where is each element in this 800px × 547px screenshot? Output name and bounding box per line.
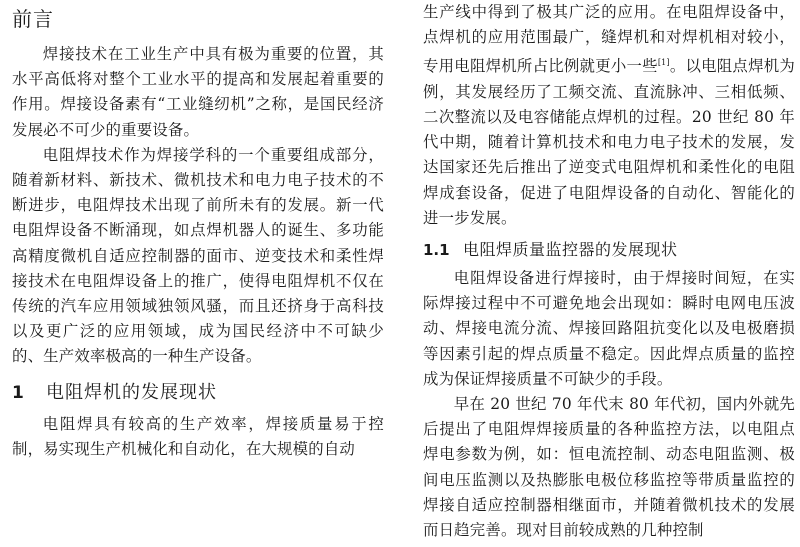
- preface-paragraph-2: 电阻焊技术作为焊接学科的一个重要组成部分，随着新材料、新技术、微机技术和电力电子技术的不断进步，电阻焊技术出现了前所未有的发展。新一代电阻焊设备不断涌现，如点焊机器人的诞生、多功能高精度微机自适应控制器的面市、逆变技术和柔性焊接技术在电阻焊设备上的推广，使得电阻焊机不仅在传统的汽车应用领域独领风骚，而且还挤身于高科技以及更广泛的应用领域，成为国民经济中不可缺少的、生产效率极高的一种生产设备。: [12, 145, 384, 366]
- section-number: 1: [12, 382, 24, 403]
- subsection-1-1-heading: [423, 237, 795, 260]
- section-1-heading: [12, 378, 384, 404]
- section-1-paragraph-1: 电阻焊具有较高的生产效率，焊接质量易于控制，易实现生产机械化和自动化，在大规模的自动: [12, 414, 384, 458]
- subsection-paragraph-1: 电阻焊设备进行焊接时，由于焊接时间短，在实际焊接过程中不可避免地会出现如：瞬时电网电压波动、焊接电流分流、焊接回路阻抗变化以及电极磨损等因素引起的焊点质量不稳定。因此焊点质量的监控成为保证焊接质量不可缺少的手段。: [423, 268, 795, 388]
- continued-text-part-1: 生产线中得到了极其广泛的应用。在电阻焊设备中，点焊机的应用范围最广，缝焊机和对焊机相对较小，专用电阻焊机所占比例就更小一些: [423, 3, 795, 76]
- continued-text-part-2: 。以电阻点焊机为例，其发展经历了工频交流、直流脉冲、三相低频、二次整流以及电容储能点焊机的过程。20 世纪 80 年代中期，随着计算机技术和电力电子技术的发展，发达国家还先后推出了逆变式电阻焊机和柔性化的电阻焊成套设备，促进了电阻焊设备的自动化、智能化的进一步发展。: [423, 57, 795, 227]
- left-column: [12, 0, 384, 462]
- citation-ref: [1]: [657, 58, 670, 68]
- subsection-number: 1.1: [423, 240, 450, 259]
- section-title: 电阻焊机的发展现状: [46, 381, 217, 403]
- subsection-title: 电阻焊质量监控器的发展现状: [463, 239, 678, 259]
- right-column: [423, 0, 795, 543]
- preface-heading: 前言: [12, 7, 54, 31]
- continued-paragraph: [423, 0, 795, 231]
- subsection-paragraph-2: 早在 20 世纪 70 年代末 80 年代初，国内外就先后提出了电阻焊焊接质量的各种监控方法，以电阻点焊电参数为例，如：恒电流控制、动态电阻监测、极间电压监测以及热膨胀电极位移监控等带质量监控的焊接自适应控制器相继面市，并随着微机技术的发展而日趋完善。现对目前较成熟的几种控制: [423, 394, 795, 539]
- preface-paragraph-1: 焊接技术在工业生产中具有极为重要的位置，其水平高低将对整个工业水平的提高和发展起着重要的作用。焊接设备素有“工业缝纫机”之称，是国民经济发展必不可少的重要设备。: [12, 45, 384, 139]
